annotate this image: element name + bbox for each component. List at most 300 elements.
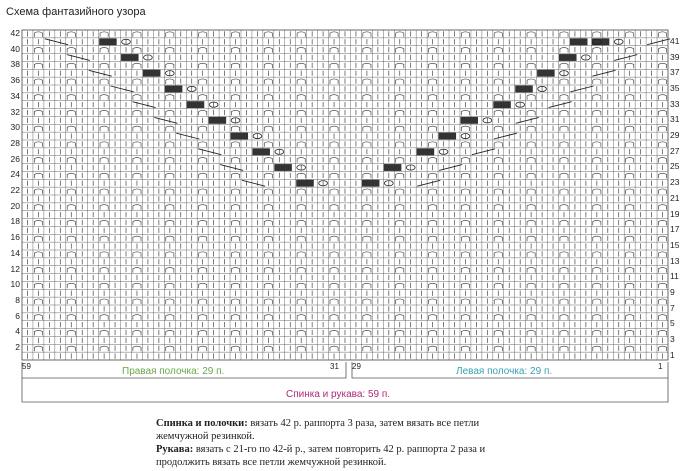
right-front-label: Правая полочка: 29 п. (122, 366, 225, 377)
arch-stitch-symbol (626, 205, 634, 210)
arch-stitch-symbol (133, 299, 141, 304)
arch-stitch-symbol (658, 95, 666, 100)
arch-stitch-symbol (527, 173, 535, 178)
arch-stitch-symbol (461, 48, 469, 53)
arch-stitch-symbol (494, 32, 502, 37)
arch-stitch-symbol (264, 63, 272, 68)
arch-stitch-symbol (166, 236, 174, 241)
arch-stitch-symbol (231, 205, 239, 210)
arch-stitch-symbol (396, 315, 404, 320)
row-number-30: 30 (10, 122, 20, 133)
arch-stitch-symbol (626, 220, 634, 225)
arch-stitch-symbol (658, 330, 666, 335)
arch-stitch-symbol (626, 189, 634, 194)
row-number-21: 21 (670, 192, 680, 203)
row-number-16: 16 (10, 232, 20, 243)
arch-stitch-symbol (658, 158, 666, 163)
arch-stitch-symbol (658, 173, 666, 178)
row-number-7: 7 (670, 302, 675, 313)
arch-stitch-symbol (166, 268, 174, 273)
arch-stitch-symbol (166, 252, 174, 257)
arch-stitch-symbol (34, 79, 42, 84)
row-number-10: 10 (10, 279, 20, 290)
arch-stitch-symbol (461, 346, 469, 351)
arch-stitch-symbol (363, 48, 371, 53)
instruction-sleeves-label: Рукава: (156, 444, 194, 455)
arch-stitch-symbol (461, 95, 469, 100)
cable-block-symbol (439, 133, 457, 140)
arch-stitch-symbol (494, 110, 502, 115)
arch-stitch-symbol (34, 158, 42, 163)
arch-stitch-symbol (330, 79, 338, 84)
arch-stitch-symbol (297, 126, 305, 131)
decrease-slash-symbol (647, 39, 670, 45)
arch-stitch-symbol (429, 299, 437, 304)
arch-stitch-symbol (429, 205, 437, 210)
arch-stitch-symbol (133, 236, 141, 241)
arch-stitch-symbol (494, 79, 502, 84)
arch-stitch-symbol (166, 142, 174, 147)
cable-block-symbol (296, 180, 314, 187)
arch-stitch-symbol (100, 205, 108, 210)
arch-stitch-symbol (494, 158, 502, 163)
arch-stitch-symbol (166, 173, 174, 178)
arch-stitch-symbol (133, 252, 141, 257)
arch-stitch-symbol (330, 32, 338, 37)
arch-stitch-symbol (527, 299, 535, 304)
cable-block-symbol (460, 117, 478, 124)
arch-stitch-symbol (461, 252, 469, 257)
arch-stitch-symbol (363, 330, 371, 335)
arch-stitch-symbol (133, 220, 141, 225)
arch-stitch-symbol (461, 32, 469, 37)
arch-stitch-symbol (133, 173, 141, 178)
row-number-39: 39 (670, 51, 680, 62)
arch-stitch-symbol (231, 283, 239, 288)
arch-stitch-symbol (67, 189, 75, 194)
arch-stitch-symbol (396, 110, 404, 115)
arch-stitch-symbol (100, 330, 108, 335)
arch-stitch-symbol (396, 283, 404, 288)
arch-stitch-symbol (67, 330, 75, 335)
arch-stitch-symbol (297, 346, 305, 351)
decrease-slash-symbol (439, 165, 462, 171)
arch-stitch-symbol (330, 142, 338, 147)
arch-stitch-symbol (527, 126, 535, 131)
row-number-17: 17 (670, 224, 680, 235)
arch-stitch-symbol (396, 252, 404, 257)
column-label-31: 31 (330, 362, 339, 371)
arch-stitch-symbol (100, 126, 108, 131)
row-number-20: 20 (10, 200, 20, 211)
arch-stitch-symbol (560, 283, 568, 288)
arch-stitch-symbol (34, 299, 42, 304)
arch-stitch-symbol (330, 220, 338, 225)
cable-block-symbol (493, 101, 511, 108)
row-number-33: 33 (670, 98, 680, 109)
arch-stitch-symbol (133, 63, 141, 68)
arch-stitch-symbol (231, 95, 239, 100)
arch-stitch-symbol (297, 299, 305, 304)
decrease-slash-symbol (242, 180, 265, 186)
arch-stitch-symbol (133, 95, 141, 100)
arch-stitch-symbol (461, 220, 469, 225)
arch-stitch-symbol (297, 173, 305, 178)
row-number-15: 15 (670, 239, 680, 250)
arch-stitch-symbol (34, 220, 42, 225)
arch-stitch-symbol (133, 315, 141, 320)
arch-stitch-symbol (133, 142, 141, 147)
arch-stitch-symbol (264, 142, 272, 147)
arch-stitch-symbol (461, 142, 469, 147)
arch-stitch-symbol (658, 283, 666, 288)
decrease-slash-symbol (417, 180, 440, 186)
arch-stitch-symbol (363, 158, 371, 163)
arch-stitch-symbol (626, 330, 634, 335)
arch-stitch-symbol (494, 268, 502, 273)
arch-stitch-symbol (133, 32, 141, 37)
arch-stitch-symbol (166, 95, 174, 100)
arch-stitch-symbol (658, 110, 666, 115)
instruction-body (156, 418, 516, 443)
arch-stitch-symbol (34, 283, 42, 288)
arch-stitch-symbol (133, 330, 141, 335)
arch-stitch-symbol (560, 110, 568, 115)
cable-block-symbol (231, 133, 249, 140)
arch-stitch-symbol (494, 95, 502, 100)
arch-stitch-symbol (626, 32, 634, 37)
arch-stitch-symbol (199, 79, 207, 84)
arch-stitch-symbol (67, 220, 75, 225)
arch-stitch-symbol (330, 110, 338, 115)
arch-stitch-symbol (363, 79, 371, 84)
arch-stitch-symbol (67, 252, 75, 257)
decrease-slash-symbol (132, 102, 155, 108)
arch-stitch-symbol (100, 283, 108, 288)
arch-stitch-symbol (199, 205, 207, 210)
arch-stitch-symbol (429, 236, 437, 241)
arch-stitch-symbol (231, 330, 239, 335)
arch-stitch-symbol (396, 142, 404, 147)
arch-stitch-symbol (626, 173, 634, 178)
arch-stitch-symbol (34, 189, 42, 194)
arch-stitch-symbol (166, 63, 174, 68)
arch-stitch-symbol (231, 79, 239, 84)
arch-stitch-symbol (626, 268, 634, 273)
row-number-12: 12 (10, 263, 20, 274)
arch-stitch-symbol (100, 63, 108, 68)
arch-stitch-symbol (199, 283, 207, 288)
arch-stitch-symbol (396, 95, 404, 100)
arch-stitch-symbol (461, 189, 469, 194)
arch-stitch-symbol (396, 126, 404, 131)
row-number-8: 8 (15, 294, 20, 305)
arch-stitch-symbol (34, 252, 42, 257)
arch-stitch-symbol (461, 268, 469, 273)
arch-stitch-symbol (593, 158, 601, 163)
arch-stitch-symbol (363, 268, 371, 273)
row-number-9: 9 (670, 287, 675, 298)
arch-stitch-symbol (199, 32, 207, 37)
arch-stitch-symbol (363, 142, 371, 147)
arch-stitch-symbol (560, 220, 568, 225)
arch-stitch-symbol (330, 189, 338, 194)
arch-stitch-symbol (297, 63, 305, 68)
decrease-slash-symbol (472, 149, 495, 155)
arch-stitch-symbol (231, 299, 239, 304)
arch-stitch-symbol (166, 79, 174, 84)
instruction-sleeves (156, 444, 516, 469)
arch-stitch-symbol (560, 252, 568, 257)
arch-stitch-symbol (560, 63, 568, 68)
cable-block-symbol (209, 117, 227, 124)
arch-stitch-symbol (461, 299, 469, 304)
left-front-label: Левая полочка: 29 п. (456, 366, 553, 377)
arch-stitch-symbol (231, 32, 239, 37)
arch-stitch-symbol (560, 330, 568, 335)
arch-stitch-symbol (593, 315, 601, 320)
decrease-slash-symbol (570, 86, 593, 92)
arch-stitch-symbol (297, 95, 305, 100)
decrease-slash-symbol (494, 133, 517, 139)
arch-stitch-symbol (626, 158, 634, 163)
arch-stitch-symbol (593, 346, 601, 351)
arch-stitch-symbol (34, 330, 42, 335)
arch-stitch-symbol (494, 299, 502, 304)
arch-stitch-symbol (264, 48, 272, 53)
arch-stitch-symbol (199, 173, 207, 178)
arch-stitch-symbol (658, 189, 666, 194)
arch-stitch-symbol (264, 32, 272, 37)
instruction-sleeves-text: вязать с 21-го по 42-й р., затем повторить 42 р. раппорта 2 раза и продолжить вязать все петли жемчужной резинкой. (156, 444, 486, 468)
arch-stitch-symbol (527, 142, 535, 147)
arch-stitch-symbol (494, 315, 502, 320)
arch-stitch-symbol (34, 110, 42, 115)
arch-stitch-symbol (429, 126, 437, 131)
arch-stitch-symbol (166, 158, 174, 163)
arch-stitch-symbol (429, 220, 437, 225)
arch-stitch-symbol (527, 63, 535, 68)
arch-stitch-symbol (560, 142, 568, 147)
arch-stitch-symbol (100, 79, 108, 84)
row-number-31: 31 (670, 114, 680, 125)
arch-stitch-symbol (658, 252, 666, 257)
arch-stitch-symbol (494, 48, 502, 53)
decrease-slash-symbol (45, 39, 68, 45)
arch-stitch-symbol (593, 299, 601, 304)
arch-stitch-symbol (658, 32, 666, 37)
arch-stitch-symbol (396, 299, 404, 304)
arch-stitch-symbol (593, 173, 601, 178)
arch-stitch-symbol (34, 48, 42, 53)
arch-stitch-symbol (626, 110, 634, 115)
arch-stitch-symbol (527, 252, 535, 257)
arch-stitch-symbol (100, 110, 108, 115)
arch-stitch-symbol (593, 95, 601, 100)
arch-stitch-symbol (34, 205, 42, 210)
arch-stitch-symbol (560, 48, 568, 53)
arch-stitch-symbol (264, 158, 272, 163)
row-number-22: 22 (10, 185, 20, 195)
arch-stitch-symbol (330, 315, 338, 320)
arch-stitch-symbol (429, 110, 437, 115)
arch-stitch-symbol (593, 32, 601, 37)
arch-stitch-symbol (396, 268, 404, 273)
arch-stitch-symbol (67, 236, 75, 241)
arch-stitch-symbol (560, 95, 568, 100)
arch-stitch-symbol (166, 315, 174, 320)
arch-stitch-symbol (297, 158, 305, 163)
arch-stitch-symbol (494, 63, 502, 68)
row-number-6: 6 (15, 310, 20, 321)
arch-stitch-symbol (166, 205, 174, 210)
arch-stitch-symbol (658, 268, 666, 273)
arch-stitch-symbol (429, 315, 437, 320)
arch-stitch-symbol (560, 79, 568, 84)
arch-stitch-symbol (330, 48, 338, 53)
arch-stitch-symbol (264, 79, 272, 84)
row-number-4: 4 (15, 326, 20, 337)
arch-stitch-symbol (396, 220, 404, 225)
arch-stitch-symbol (100, 268, 108, 273)
arch-stitch-symbol (363, 346, 371, 351)
arch-stitch-symbol (133, 189, 141, 194)
arch-stitch-symbol (297, 220, 305, 225)
arch-stitch-symbol (231, 48, 239, 53)
arch-stitch-symbol (494, 346, 502, 351)
arch-stitch-symbol (527, 315, 535, 320)
arch-stitch-symbol (363, 315, 371, 320)
arch-stitch-symbol (429, 252, 437, 257)
cable-block-symbol (384, 164, 402, 171)
arch-stitch-symbol (297, 236, 305, 241)
decrease-slash-symbol (111, 86, 134, 92)
arch-stitch-symbol (396, 173, 404, 178)
arch-stitch-symbol (429, 63, 437, 68)
arch-stitch-symbol (133, 126, 141, 131)
arch-stitch-symbol (494, 330, 502, 335)
arch-stitch-symbol (527, 189, 535, 194)
arch-stitch-symbol (100, 95, 108, 100)
arch-stitch-symbol (429, 173, 437, 178)
arch-stitch-symbol (297, 79, 305, 84)
arch-stitch-symbol (67, 283, 75, 288)
arch-stitch-symbol (264, 268, 272, 273)
arch-stitch-symbol (67, 32, 75, 37)
row-number-36: 36 (10, 75, 20, 86)
arch-stitch-symbol (461, 110, 469, 115)
cable-block-symbol (537, 70, 555, 77)
arch-stitch-symbol (330, 173, 338, 178)
arch-stitch-symbol (494, 142, 502, 147)
arch-stitch-symbol (67, 63, 75, 68)
arch-stitch-symbol (100, 173, 108, 178)
column-label-59: 59 (22, 362, 31, 371)
arch-stitch-symbol (560, 268, 568, 273)
arch-stitch-symbol (626, 346, 634, 351)
arch-stitch-symbol (429, 95, 437, 100)
arch-stitch-symbol (199, 95, 207, 100)
arch-stitch-symbol (34, 63, 42, 68)
arch-stitch-symbol (67, 346, 75, 351)
arch-stitch-symbol (494, 252, 502, 257)
arch-stitch-symbol (100, 220, 108, 225)
arch-stitch-symbol (199, 299, 207, 304)
row-number-24: 24 (10, 169, 20, 180)
arch-stitch-symbol (593, 48, 601, 53)
arch-stitch-symbol (199, 189, 207, 194)
arch-stitch-symbol (133, 110, 141, 115)
arch-stitch-symbol (199, 158, 207, 163)
arch-stitch-symbol (67, 173, 75, 178)
arch-stitch-symbol (264, 110, 272, 115)
arch-stitch-symbol (34, 126, 42, 131)
arch-stitch-symbol (67, 48, 75, 53)
arch-stitch-symbol (67, 158, 75, 163)
arch-stitch-symbol (67, 126, 75, 131)
arch-stitch-symbol (363, 220, 371, 225)
arch-stitch-symbol (560, 158, 568, 163)
arch-stitch-symbol (593, 252, 601, 257)
column-label-1: 1 (658, 362, 663, 371)
arch-stitch-symbol (231, 189, 239, 194)
arch-stitch-symbol (560, 346, 568, 351)
row-number-28: 28 (10, 137, 20, 148)
cable-block-symbol (274, 164, 292, 171)
arch-stitch-symbol (429, 79, 437, 84)
row-number-11: 11 (670, 271, 679, 282)
arch-stitch-symbol (494, 126, 502, 131)
arch-stitch-symbol (34, 236, 42, 241)
arch-stitch-symbol (231, 126, 239, 131)
arch-stitch-symbol (100, 32, 108, 37)
decrease-slash-symbol (220, 165, 243, 171)
arch-stitch-symbol (199, 63, 207, 68)
arch-stitch-symbol (34, 142, 42, 147)
arch-stitch-symbol (297, 283, 305, 288)
arch-stitch-symbol (264, 346, 272, 351)
arch-stitch-symbol (67, 268, 75, 273)
arch-stitch-symbol (363, 189, 371, 194)
arch-stitch-symbol (363, 110, 371, 115)
row-number-1: 1 (670, 349, 675, 360)
arch-stitch-symbol (100, 48, 108, 53)
arch-stitch-symbol (593, 142, 601, 147)
arch-stitch-symbol (100, 315, 108, 320)
arch-stitch-symbol (330, 252, 338, 257)
arch-stitch-symbol (264, 315, 272, 320)
arch-stitch-symbol (658, 346, 666, 351)
arch-stitch-symbol (363, 63, 371, 68)
arch-stitch-symbol (133, 158, 141, 163)
arch-stitch-symbol (461, 173, 469, 178)
arch-stitch-symbol (297, 330, 305, 335)
arch-stitch-symbol (166, 32, 174, 37)
arch-stitch-symbol (199, 330, 207, 335)
arch-stitch-symbol (494, 236, 502, 241)
arch-stitch-symbol (626, 283, 634, 288)
decrease-slash-symbol (67, 55, 90, 61)
arch-stitch-symbol (231, 236, 239, 241)
arch-stitch-symbol (461, 79, 469, 84)
arch-stitch-symbol (67, 79, 75, 84)
arch-stitch-symbol (231, 173, 239, 178)
arch-stitch-symbol (429, 48, 437, 53)
arch-stitch-symbol (363, 252, 371, 257)
arch-stitch-symbol (199, 220, 207, 225)
arch-stitch-symbol (593, 220, 601, 225)
arch-stitch-symbol (297, 268, 305, 273)
